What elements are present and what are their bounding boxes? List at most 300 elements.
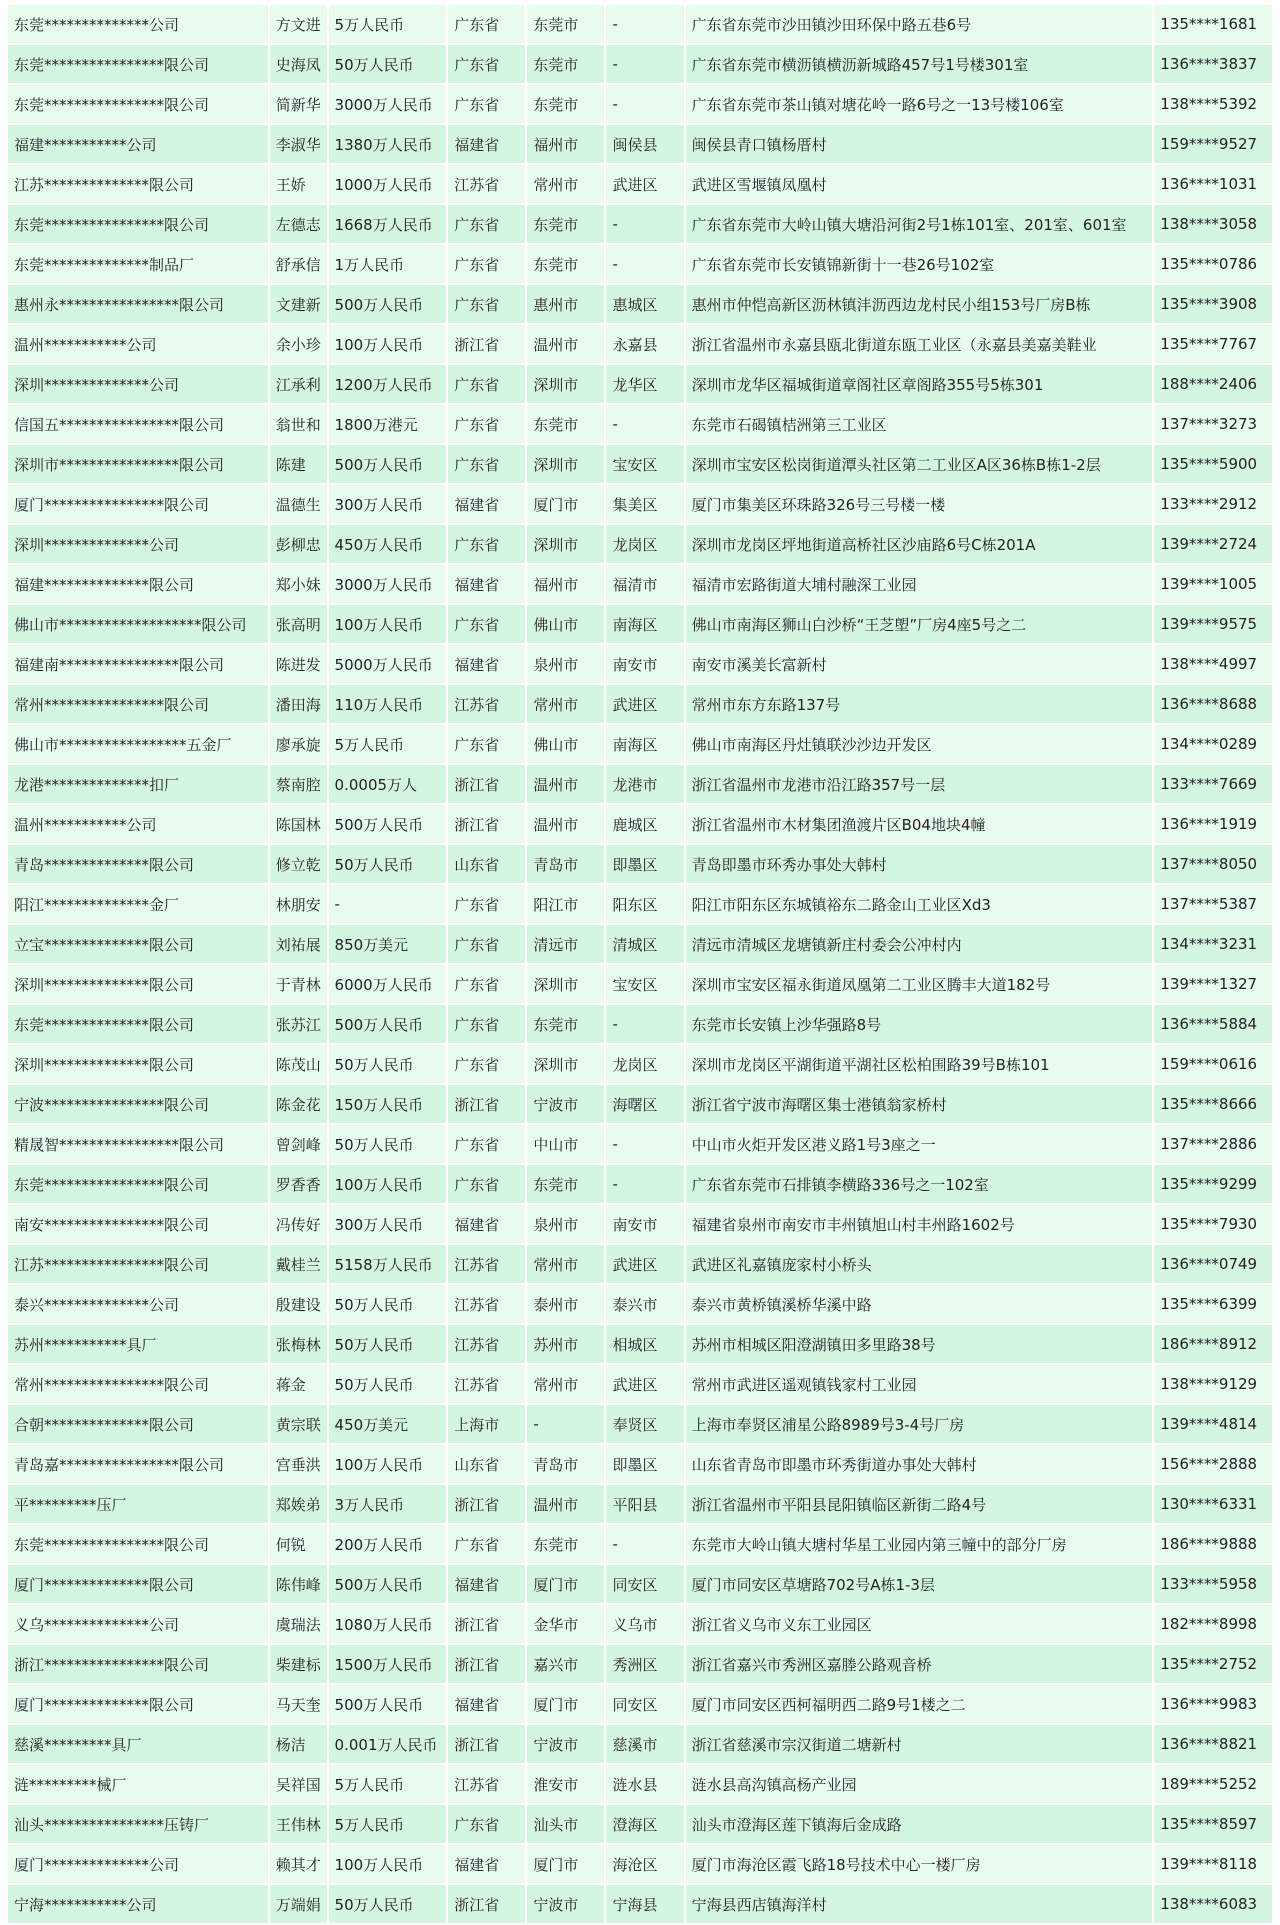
city-cell: 汕头市 <box>527 1805 604 1843</box>
phone-cell: 136****9983 <box>1154 1685 1272 1723</box>
company-name-cell: 东莞****************限公司 <box>8 205 268 243</box>
company-name-cell: 常州****************限公司 <box>8 685 268 723</box>
province-cell: 浙江省 <box>448 765 525 803</box>
registered-capital-cell: 1800万港元 <box>329 405 447 443</box>
phone-cell: 133****5958 <box>1154 1565 1272 1603</box>
phone-cell: 130****6331 <box>1154 1485 1272 1523</box>
city-cell: 东莞市 <box>527 45 604 83</box>
address-cell: 常州市武进区遥观镇钱家村工业园 <box>686 1365 1153 1403</box>
address-cell: 深圳市宝安区福永街道凤凰第二工业区腾丰大道182号 <box>686 965 1153 1003</box>
company-table <box>6 3 1274 1925</box>
province-cell: 浙江省 <box>448 1085 525 1123</box>
registered-capital-cell: 3000万人民币 <box>329 565 447 603</box>
district-cell: 龙港市 <box>606 765 683 803</box>
table-row <box>8 965 1272 1003</box>
company-name-cell: 深圳**************公司 <box>8 525 268 563</box>
district-cell: 南安市 <box>606 1205 683 1243</box>
address-cell: 浙江省温州市龙港市沿江路357号一层 <box>686 765 1153 803</box>
registered-capital-cell: 500万人民币 <box>329 805 447 843</box>
city-cell: 阳江市 <box>527 885 604 923</box>
legal-person-cell: 陈伟峰 <box>270 1565 327 1603</box>
legal-person-cell: 曾剑峰 <box>270 1125 327 1163</box>
legal-person-cell: 柴建标 <box>270 1645 327 1683</box>
district-cell: 永嘉县 <box>606 325 683 363</box>
company-name-cell: 龙港**************扣厂 <box>8 765 268 803</box>
company-name-cell: 江苏**************限公司 <box>8 165 268 203</box>
legal-person-cell: 方文进 <box>270 5 327 43</box>
province-cell: 山东省 <box>448 1445 525 1483</box>
legal-person-cell: 蒋金 <box>270 1365 327 1403</box>
district-cell: 南海区 <box>606 725 683 763</box>
district-cell: 龙华区 <box>606 365 683 403</box>
registered-capital-cell: 5万人民币 <box>329 5 447 43</box>
province-cell: 山东省 <box>448 845 525 883</box>
legal-person-cell: 虞瑞法 <box>270 1605 327 1643</box>
phone-cell: 135****3908 <box>1154 285 1272 323</box>
city-cell: 深圳市 <box>527 445 604 483</box>
company-name-cell: 青岛**************限公司 <box>8 845 268 883</box>
registered-capital-cell: 100万人民币 <box>329 605 447 643</box>
address-cell: 武进区雪堰镇凤凰村 <box>686 165 1153 203</box>
company-name-cell: 佛山市*******************限公司 <box>8 605 268 643</box>
registered-capital-cell: 5万人民币 <box>329 1805 447 1843</box>
registered-capital-cell: 3万人民币 <box>329 1485 447 1523</box>
phone-cell: 159****0616 <box>1154 1045 1272 1083</box>
province-cell: 江苏省 <box>448 1325 525 1363</box>
company-name-cell: 苏州***********具厂 <box>8 1325 268 1363</box>
registered-capital-cell: 0.001万人民币 <box>329 1725 447 1763</box>
phone-cell: 186****9888 <box>1154 1525 1272 1563</box>
registered-capital-cell: 1668万人民币 <box>329 205 447 243</box>
company-name-cell: 常州****************限公司 <box>8 1365 268 1403</box>
table-row <box>8 1165 1272 1203</box>
city-cell: 泉州市 <box>527 645 604 683</box>
province-cell: 广东省 <box>448 285 525 323</box>
city-cell: 青岛市 <box>527 845 604 883</box>
phone-cell: 136****1031 <box>1154 165 1272 203</box>
address-cell: 上海市奉贤区浦星公路8989号3-4号厂房 <box>686 1405 1153 1443</box>
province-cell: 江苏省 <box>448 685 525 723</box>
company-name-cell: 南安****************限公司 <box>8 1205 268 1243</box>
address-cell: 浙江省温州市永嘉县瓯北街道东瓯工业区（永嘉县美嘉美鞋业 <box>686 325 1153 363</box>
legal-person-cell: 彭柳忠 <box>270 525 327 563</box>
city-cell: 东莞市 <box>527 5 604 43</box>
table-row <box>8 1285 1272 1323</box>
table-row <box>8 1365 1272 1403</box>
district-cell: 鹿城区 <box>606 805 683 843</box>
district-cell: - <box>606 1005 683 1043</box>
company-name-cell: 江苏****************限公司 <box>8 1245 268 1283</box>
city-cell: 厦门市 <box>527 1565 604 1603</box>
phone-cell: 159****9527 <box>1154 125 1272 163</box>
registered-capital-cell: 5万人民币 <box>329 1765 447 1803</box>
province-cell: 浙江省 <box>448 1725 525 1763</box>
table-row <box>8 325 1272 363</box>
province-cell: 福建省 <box>448 1845 525 1883</box>
address-cell: 广东省东莞市石排镇李横路336号之一102室 <box>686 1165 1153 1203</box>
company-name-cell: 深圳**************公司 <box>8 365 268 403</box>
province-cell: 浙江省 <box>448 325 525 363</box>
company-name-cell: 温州***********公司 <box>8 805 268 843</box>
legal-person-cell: 舒承信 <box>270 245 327 283</box>
company-name-cell: 福建南****************限公司 <box>8 645 268 683</box>
company-name-cell: 东莞****************限公司 <box>8 45 268 83</box>
phone-cell: 135****2752 <box>1154 1645 1272 1683</box>
table-row <box>8 1005 1272 1043</box>
registered-capital-cell: 1000万人民币 <box>329 165 447 203</box>
address-cell: 广东省东莞市大岭山镇大塘沿河街2号1栋101室、201室、601室 <box>686 205 1153 243</box>
table-row <box>8 405 1272 443</box>
registered-capital-cell: 500万人民币 <box>329 1565 447 1603</box>
phone-cell: 139****9575 <box>1154 605 1272 643</box>
city-cell: 常州市 <box>527 1365 604 1403</box>
district-cell: 秀洲区 <box>606 1645 683 1683</box>
table-row <box>8 1685 1272 1723</box>
district-cell: 福清市 <box>606 565 683 603</box>
province-cell: 浙江省 <box>448 1605 525 1643</box>
address-cell: 宁海县西店镇海洋村 <box>686 1885 1153 1923</box>
address-cell: 厦门市同安区西柯福明西二路9号1楼之二 <box>686 1685 1153 1723</box>
legal-person-cell: 陈建 <box>270 445 327 483</box>
phone-cell: 135****7930 <box>1154 1205 1272 1243</box>
registered-capital-cell: 300万人民币 <box>329 1205 447 1243</box>
phone-cell: 135****0786 <box>1154 245 1272 283</box>
table-row <box>8 205 1272 243</box>
district-cell: 武进区 <box>606 165 683 203</box>
registered-capital-cell: 50万人民币 <box>329 1365 447 1403</box>
phone-cell: 136****0749 <box>1154 1245 1272 1283</box>
city-cell: 福州市 <box>527 565 604 603</box>
province-cell: 广东省 <box>448 1165 525 1203</box>
table-row <box>8 1885 1272 1923</box>
province-cell: 江苏省 <box>448 1245 525 1283</box>
district-cell: - <box>606 1525 683 1563</box>
phone-cell: 182****8998 <box>1154 1605 1272 1643</box>
table-row <box>8 85 1272 123</box>
city-cell: 东莞市 <box>527 1005 604 1043</box>
province-cell: 广东省 <box>448 1125 525 1163</box>
address-cell: 武进区礼嘉镇庞家村小桥头 <box>686 1245 1153 1283</box>
district-cell: 宁海县 <box>606 1885 683 1923</box>
registered-capital-cell: 100万人民币 <box>329 1445 447 1483</box>
legal-person-cell: 郑娭弟 <box>270 1485 327 1523</box>
city-cell: 东莞市 <box>527 405 604 443</box>
legal-person-cell: 陈进发 <box>270 645 327 683</box>
table-row <box>8 165 1272 203</box>
province-cell: 福建省 <box>448 1205 525 1243</box>
province-cell: 广东省 <box>448 5 525 43</box>
province-cell: 广东省 <box>448 605 525 643</box>
city-cell: 淮安市 <box>527 1765 604 1803</box>
province-cell: 福建省 <box>448 1685 525 1723</box>
phone-cell: 139****1005 <box>1154 565 1272 603</box>
company-name-cell: 东莞****************限公司 <box>8 85 268 123</box>
table-row <box>8 645 1272 683</box>
phone-cell: 135****6399 <box>1154 1285 1272 1323</box>
province-cell: 浙江省 <box>448 1885 525 1923</box>
company-name-cell: 泰兴**************公司 <box>8 1285 268 1323</box>
phone-cell: 139****1327 <box>1154 965 1272 1003</box>
table-row <box>8 285 1272 323</box>
company-name-cell: 深圳**************限公司 <box>8 965 268 1003</box>
district-cell: 即墨区 <box>606 845 683 883</box>
registered-capital-cell: 500万人民币 <box>329 445 447 483</box>
address-cell: 南安市溪美长富新村 <box>686 645 1153 683</box>
phone-cell: 135****8666 <box>1154 1085 1272 1123</box>
company-name-cell: 东莞**************制品厂 <box>8 245 268 283</box>
district-cell: 宝安区 <box>606 965 683 1003</box>
address-cell: 浙江省嘉兴市秀洲区嘉塍公路观音桥 <box>686 1645 1153 1683</box>
province-cell: 江苏省 <box>448 1285 525 1323</box>
registered-capital-cell: 5158万人民币 <box>329 1245 447 1283</box>
city-cell: 福州市 <box>527 125 604 163</box>
legal-person-cell: 蔡南腔 <box>270 765 327 803</box>
province-cell: 福建省 <box>448 485 525 523</box>
district-cell: 泰兴市 <box>606 1285 683 1323</box>
district-cell: 宝安区 <box>606 445 683 483</box>
table-row <box>8 1765 1272 1803</box>
province-cell: 广东省 <box>448 85 525 123</box>
province-cell: 广东省 <box>448 405 525 443</box>
company-name-cell: 慈溪*********具厂 <box>8 1725 268 1763</box>
province-cell: 福建省 <box>448 565 525 603</box>
address-cell: 常州市东方东路137号 <box>686 685 1153 723</box>
legal-person-cell: 李淑华 <box>270 125 327 163</box>
province-cell: 广东省 <box>448 1805 525 1843</box>
registered-capital-cell: 450万人民币 <box>329 525 447 563</box>
company-name-cell: 立宝**************限公司 <box>8 925 268 963</box>
address-cell: 浙江省宁波市海曙区集士港镇翁家桥村 <box>686 1085 1153 1123</box>
legal-person-cell: 王娇 <box>270 165 327 203</box>
address-cell: 浙江省慈溪市宗汉街道二塘新村 <box>686 1725 1153 1763</box>
registered-capital-cell: 50万人民币 <box>329 1325 447 1363</box>
company-name-cell: 东莞****************限公司 <box>8 1165 268 1203</box>
district-cell: 南安市 <box>606 645 683 683</box>
city-cell: 深圳市 <box>527 525 604 563</box>
address-cell: 泰兴市黄桥镇溪桥华溪中路 <box>686 1285 1153 1323</box>
phone-cell: 138****5392 <box>1154 85 1272 123</box>
registered-capital-cell: 100万人民币 <box>329 1845 447 1883</box>
province-cell: 广东省 <box>448 885 525 923</box>
city-cell: 厦门市 <box>527 1845 604 1883</box>
phone-cell: 135****8597 <box>1154 1805 1272 1843</box>
address-cell: 深圳市龙华区福城街道章阁社区章阁路355号5栋301 <box>686 365 1153 403</box>
legal-person-cell: 陈金花 <box>270 1085 327 1123</box>
phone-cell: 133****7669 <box>1154 765 1272 803</box>
registered-capital-cell: 110万人民币 <box>329 685 447 723</box>
table-row <box>8 245 1272 283</box>
city-cell: 惠州市 <box>527 285 604 323</box>
province-cell: 江苏省 <box>448 1365 525 1403</box>
legal-person-cell: 余小珍 <box>270 325 327 363</box>
company-name-cell: 平*********压厂 <box>8 1485 268 1523</box>
table-row <box>8 1805 1272 1843</box>
city-cell: 东莞市 <box>527 1165 604 1203</box>
city-cell: 常州市 <box>527 1245 604 1283</box>
table-row <box>8 1085 1272 1123</box>
legal-person-cell: 万端娟 <box>270 1885 327 1923</box>
company-name-cell: 涟*********械厂 <box>8 1765 268 1803</box>
registered-capital-cell: 50万人民币 <box>329 1045 447 1083</box>
company-name-cell: 浙江****************限公司 <box>8 1645 268 1683</box>
province-cell: 广东省 <box>448 925 525 963</box>
address-cell: 厦门市集美区环珠路326号三号楼一楼 <box>686 485 1153 523</box>
city-cell: 佛山市 <box>527 725 604 763</box>
phone-cell: 137****2886 <box>1154 1125 1272 1163</box>
province-cell: 福建省 <box>448 1565 525 1603</box>
legal-person-cell: 殷建设 <box>270 1285 327 1323</box>
phone-cell: 135****1681 <box>1154 5 1272 43</box>
legal-person-cell: 陈国林 <box>270 805 327 843</box>
legal-person-cell: 赖其才 <box>270 1845 327 1883</box>
city-cell: 苏州市 <box>527 1325 604 1363</box>
table-row <box>8 1125 1272 1163</box>
legal-person-cell: 马天奎 <box>270 1685 327 1723</box>
legal-person-cell: 陈茂山 <box>270 1045 327 1083</box>
city-cell: 东莞市 <box>527 1525 604 1563</box>
legal-person-cell: 张高明 <box>270 605 327 643</box>
province-cell: 江苏省 <box>448 165 525 203</box>
registered-capital-cell: 1200万人民币 <box>329 365 447 403</box>
legal-person-cell: 温德生 <box>270 485 327 523</box>
registered-capital-cell: 5万人民币 <box>329 725 447 763</box>
city-cell: 宁波市 <box>527 1885 604 1923</box>
registered-capital-cell: 500万人民币 <box>329 285 447 323</box>
company-name-cell: 温州***********公司 <box>8 325 268 363</box>
province-cell: 广东省 <box>448 205 525 243</box>
city-cell: - <box>527 1405 604 1443</box>
legal-person-cell: 翁世和 <box>270 405 327 443</box>
table-row <box>8 725 1272 763</box>
district-cell: - <box>606 205 683 243</box>
company-name-cell: 合朝**************限公司 <box>8 1405 268 1443</box>
phone-cell: 189****5252 <box>1154 1765 1272 1803</box>
district-cell: 即墨区 <box>606 1445 683 1483</box>
legal-person-cell: 杨洁 <box>270 1725 327 1763</box>
registered-capital-cell: 3000万人民币 <box>329 85 447 123</box>
address-cell: 深圳市宝安区松岗街道潭头社区第二工业区A区36栋B栋1-2层 <box>686 445 1153 483</box>
address-cell: 浙江省温州市木材集团渔渡片区B04地块4幢 <box>686 805 1153 843</box>
address-cell: 福建省泉州市南安市丰州镇旭山村丰州路1602号 <box>686 1205 1153 1243</box>
company-name-cell: 义乌**************公司 <box>8 1605 268 1643</box>
phone-cell: 139****4814 <box>1154 1405 1272 1443</box>
company-name-cell: 精晟智****************限公司 <box>8 1125 268 1163</box>
company-name-cell: 东莞****************限公司 <box>8 1525 268 1563</box>
province-cell: 广东省 <box>448 365 525 403</box>
table-row <box>8 45 1272 83</box>
table-row <box>8 1645 1272 1683</box>
legal-person-cell: 文建新 <box>270 285 327 323</box>
district-cell: 奉贤区 <box>606 1405 683 1443</box>
district-cell: - <box>606 45 683 83</box>
company-name-cell: 佛山市*****************五金厂 <box>8 725 268 763</box>
address-cell: 广东省东莞市横沥镇横沥新城路457号1号楼301室 <box>686 45 1153 83</box>
table-body <box>8 5 1272 1923</box>
company-name-cell: 东莞**************公司 <box>8 5 268 43</box>
legal-person-cell: 修立乾 <box>270 845 327 883</box>
company-name-cell: 东莞**************限公司 <box>8 1005 268 1043</box>
legal-person-cell: 林朋安 <box>270 885 327 923</box>
province-cell: 广东省 <box>448 1045 525 1083</box>
city-cell: 厦门市 <box>527 485 604 523</box>
district-cell: 海曙区 <box>606 1085 683 1123</box>
legal-person-cell: 史海凤 <box>270 45 327 83</box>
phone-cell: 188****2406 <box>1154 365 1272 403</box>
registered-capital-cell: 5000万人民币 <box>329 645 447 683</box>
district-cell: 海沧区 <box>606 1845 683 1883</box>
phone-cell: 186****8912 <box>1154 1325 1272 1363</box>
province-cell: 福建省 <box>448 645 525 683</box>
district-cell: 义乌市 <box>606 1605 683 1643</box>
table-row <box>8 805 1272 843</box>
city-cell: 宁波市 <box>527 1085 604 1123</box>
district-cell: 南海区 <box>606 605 683 643</box>
district-cell: 清城区 <box>606 925 683 963</box>
table-row <box>8 365 1272 403</box>
province-cell: 浙江省 <box>448 1485 525 1523</box>
city-cell: 宁波市 <box>527 1725 604 1763</box>
province-cell: 浙江省 <box>448 805 525 843</box>
legal-person-cell: 何锐 <box>270 1525 327 1563</box>
address-cell: 苏州市相城区阳澄湖镇田多里路38号 <box>686 1325 1153 1363</box>
registered-capital-cell: 150万人民币 <box>329 1085 447 1123</box>
address-cell: 广东省东莞市茶山镇对塘花岭一路6号之一13号楼106室 <box>686 85 1153 123</box>
city-cell: 温州市 <box>527 325 604 363</box>
legal-person-cell: 宫垂洪 <box>270 1445 327 1483</box>
legal-person-cell: 于青林 <box>270 965 327 1003</box>
phone-cell: 136****5884 <box>1154 1005 1272 1043</box>
phone-cell: 135****5900 <box>1154 445 1272 483</box>
table-row <box>8 1445 1272 1483</box>
registered-capital-cell: 200万人民币 <box>329 1525 447 1563</box>
phone-cell: 136****8688 <box>1154 685 1272 723</box>
table-row <box>8 765 1272 803</box>
table-row <box>8 565 1272 603</box>
table-row <box>8 485 1272 523</box>
city-cell: 深圳市 <box>527 1045 604 1083</box>
table-row <box>8 1045 1272 1083</box>
company-name-cell: 信国五****************限公司 <box>8 405 268 443</box>
address-cell: 福清市宏路街道大埔村融深工业园 <box>686 565 1153 603</box>
table-row <box>8 1325 1272 1363</box>
address-cell: 深圳市龙岗区平湖街道平湖社区松柏围路39号B栋101 <box>686 1045 1153 1083</box>
phone-cell: 135****9299 <box>1154 1165 1272 1203</box>
company-name-cell: 厦门**************公司 <box>8 1845 268 1883</box>
city-cell: 泉州市 <box>527 1205 604 1243</box>
table-row <box>8 605 1272 643</box>
address-cell: 厦门市同安区草塘路702号A栋1-3层 <box>686 1565 1153 1603</box>
address-cell: 东莞市石碣镇桔洲第三工业区 <box>686 405 1153 443</box>
registered-capital-cell: 1380万人民币 <box>329 125 447 163</box>
legal-person-cell: 戴桂兰 <box>270 1245 327 1283</box>
table-row <box>8 445 1272 483</box>
legal-person-cell: 左德志 <box>270 205 327 243</box>
address-cell: 惠州市仲恺高新区沥林镇沣沥西边龙村民小组153号厂房B栋 <box>686 285 1153 323</box>
address-cell: 广东省东莞市长安镇锦新街十一巷26号102室 <box>686 245 1153 283</box>
province-cell: 广东省 <box>448 525 525 563</box>
legal-person-cell: 江承利 <box>270 365 327 403</box>
table-row <box>8 1485 1272 1523</box>
city-cell: 中山市 <box>527 1125 604 1163</box>
registered-capital-cell: 6000万人民币 <box>329 965 447 1003</box>
province-cell: 广东省 <box>448 45 525 83</box>
city-cell: 温州市 <box>527 1485 604 1523</box>
province-cell: 广东省 <box>448 1005 525 1043</box>
company-name-cell: 厦门**************限公司 <box>8 1565 268 1603</box>
table-row <box>8 525 1272 563</box>
table-row <box>8 1245 1272 1283</box>
address-cell: 涟水县高沟镇高杨产业园 <box>686 1765 1153 1803</box>
